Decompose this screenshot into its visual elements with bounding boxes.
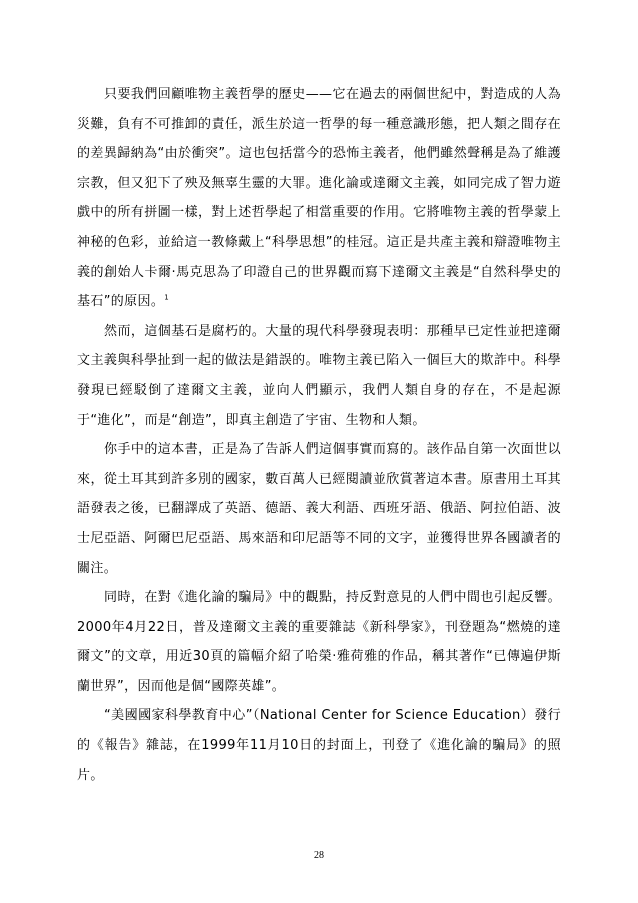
footnote-marker[interactable]: 1: [164, 293, 169, 302]
paragraph-3: 你手中的這本書，正是為了告訴人們這個事實而寫的。該作品自第一次面世以來，從土耳其到許多別的國家，數百萬人已經閱讀並欣賞著這本書。原書用土耳其語發表之後，已翻譯成了英語、德語、義大利語、西班牙語、俄語、阿拉伯語、波士尼亞語、阿爾巴尼亞語、馬來語和印尼語等不同的文字，並獲得世界各國讀者的關注。: [77, 442, 561, 576]
paragraph-4: 同時，在對《進化論的騙局》中的觀點，持反對意見的人們中間也引起反響。2000年4月22日，普及達爾文主義的重要雜誌《新科學家》，刊登題為“燃燒的達爾文”的文章，用近30頁的篇幅介紹了哈榮·雅荷雅的作品，稱其著作“已傳遍伊斯蘭世界”，因而他是個“國際英雄”。: [77, 590, 561, 694]
paragraph-2: 然而，這個基石是腐朽的。大量的現代科學發現表明：那種早已定性並把達爾文主義與科學扯到一起的做法是錯誤的。唯物主義已陷入一個巨大的欺詐中。科學發現已經駁倒了達爾文主義，並向人們顯示，我們人類自身的存在，不是起源于“進化”，而是“創造”，即真主創造了宇宙、生物和人類。: [77, 323, 561, 428]
paragraph-1-text: 只要我們回顧唯物主義哲學的歷史——它在過去的兩個世紀中，對造成的人為災難，負有不可推卸的責任，派生於這一哲學的每一種意識形態，把人類之間存在的差異歸納為“由於衝突”。這也包括當今的恐怖主義者，他們雖然聲稱是為了維護宗教，但又犯下了殃及無辜生靈的大罪。進化論或達爾文主義，如同完成了智力遊戲中的所有拼圖一樣，對上述哲學起了相當重要的作用。它將唯物主義的哲學蒙上神秘的色彩，並給這一教條戴上“科學思想”的桂冠。這正是共產主義和辯證唯物主義的創始人卡爾·馬克思為了印證自己的世界觀而寫下達爾文主義是“自然科學史的基石”的原因。: [77, 87, 561, 310]
page-number: 28: [314, 850, 324, 861]
body-text: [77, 80, 561, 790]
paragraph-1: [77, 80, 561, 317]
paragraph-5: “美國國家科學教育中心”（National Center for Science Education）發行的《報告》雜誌，在1999年11月10日的封面上，刊登了《進化論的騙局》的照片。: [77, 708, 561, 783]
